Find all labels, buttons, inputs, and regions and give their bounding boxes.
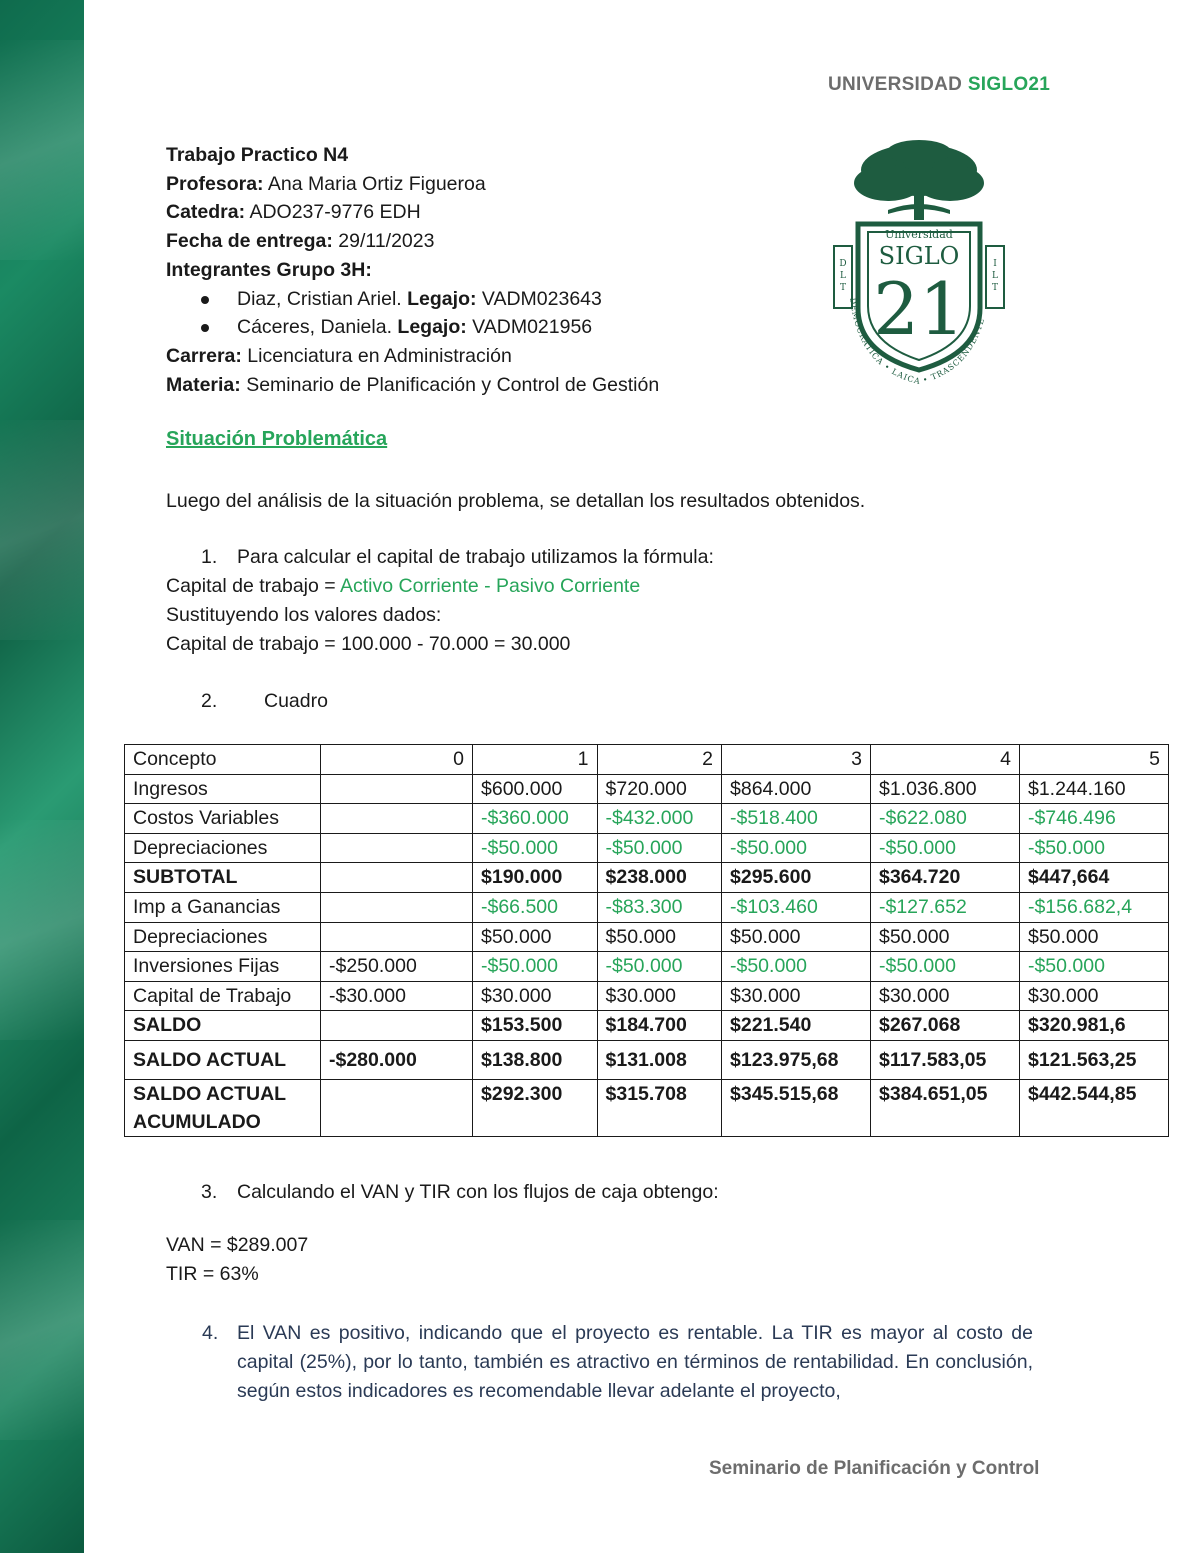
table-cell: -$103.460 [722,892,871,922]
logo-right-letters: I L T [991,259,999,293]
table-cell: -$622.080 [870,804,1019,834]
table-cell [321,892,473,922]
sustituyendo-line: Sustituyendo los valores dados: [166,604,442,626]
table-cell: -$50.000 [722,952,871,982]
table-cell: Capital de Trabajo [125,981,321,1011]
table-cell [321,863,473,893]
table-cell: $50.000 [597,922,722,952]
logo-top-text: Universidad [885,228,953,241]
table-cell: $30.000 [473,981,598,1011]
logo-left-letters: D L T [839,259,847,293]
table-row [125,774,1169,804]
table-cell: Ingresos [125,774,321,804]
table-row [125,1011,1169,1041]
carrera-line: Carrera: Licenciatura en Administración [166,344,512,367]
table-cell: $50.000 [1019,922,1168,952]
table-row [125,1040,1169,1079]
table-row [125,833,1169,863]
table-cell: -$280.000 [321,1040,473,1079]
table-cell: $184.700 [597,1011,722,1041]
table-cell: -$250.000 [321,952,473,982]
table-cell: Depreciaciones [125,922,321,952]
table-cell: $1.244.160 [1019,774,1168,804]
table-cell: $267.068 [870,1011,1019,1041]
table-cell: SALDO ACTUAL [125,1040,321,1079]
table-cell: $138.800 [473,1040,598,1079]
table-cell [321,1079,473,1136]
profesora-line: Profesora: Ana Maria Ortiz Figueroa [166,172,486,195]
table-cell: -$50.000 [597,952,722,982]
table-cell: -$50.000 [1019,952,1168,982]
logo-number: 21 [873,267,965,351]
materia-line: Materia: Seminario de Planificación y Control de Gestión [166,373,660,396]
table-cell: $123.975,68 [722,1040,871,1079]
list-item: Diaz, Cristian Ariel. Legajo: VADM023643 [166,285,659,314]
brand-university: UNIVERSIDAD [828,74,963,95]
table-cell: $295.600 [722,863,871,893]
table-cell: $364.720 [870,863,1019,893]
table-header-cell: 0 [321,745,473,775]
table-cell: $50.000 [870,922,1019,952]
table-row [125,981,1169,1011]
capital-result-line: Capital de trabajo = 100.000 - 70.000 = 30.000 [166,633,571,655]
table-cell: $292.300 [473,1079,598,1136]
table-cell: $238.000 [597,863,722,893]
table-cell: Depreciaciones [125,833,321,863]
table-cell: $131.008 [597,1040,722,1079]
table-cell: $320.981,6 [1019,1011,1168,1041]
table-row [125,804,1169,834]
table-cell: -$50.000 [1019,833,1168,863]
table-cell: SUBTOTAL [125,863,321,893]
table-cell: $50.000 [722,922,871,952]
table-cell: $720.000 [597,774,722,804]
intro-paragraph: Luego del análisis de la situación problema, se detallan los resultados obtenidos. [166,490,866,512]
integrantes-label: Integrantes Grupo 3H: [166,258,372,281]
table-row [125,952,1169,982]
table-cell: $50.000 [473,922,598,952]
table-cell: Inversiones Fijas [125,952,321,982]
table-cell: -$432.000 [597,804,722,834]
table-row [125,892,1169,922]
table-cell: $117.583,05 [870,1040,1019,1079]
decorative-side-band [0,0,84,1553]
logo-arc-text: DEMOCRÁTICA • LAICA • TRASCENDENTE [847,297,987,387]
table-header-cell: 2 [597,745,722,775]
section-title: Situación Problemática [166,428,388,450]
formula-line: Capital de trabajo = Activo Corriente - Pasivo Corriente [166,575,641,597]
item-2: 2. Cuadro [201,690,328,712]
table-cell: $600.000 [473,774,598,804]
table-cell: -$518.400 [722,804,871,834]
table-cell: $190.000 [473,863,598,893]
table-cell: SALDO [125,1011,321,1041]
table-header-cell: 1 [473,745,598,775]
item-4-conclusion: 4. El VAN es positivo, indicando que el proyecto es rentable. La TIR es mayor al costo de capital (25%), por lo tanto, también es atractivo en términos de rentabilidad. En conclusión, según estos indicadores es recomendable llevar adelante el proyecto, [202,1322,1033,1402]
table-cell: $153.500 [473,1011,598,1041]
document-info [166,141,659,399]
catedra-line: Catedra: ADO237-9776 EDH [166,201,421,224]
table-cell: -$127.652 [870,892,1019,922]
table-row [125,863,1169,893]
table-cell: -$50.000 [870,833,1019,863]
fecha-line: Fecha de entrega: 29/11/2023 [166,230,435,253]
table-cell: $442.544,85 [1019,1079,1168,1136]
item-3: 3. Calculando el VAN y TIR con los flujos de caja obtengo: [201,1181,719,1203]
table-cell: $447,664 [1019,863,1168,893]
table-cell [321,922,473,952]
document-title: Trabajo Practico N4 [166,144,349,166]
table-cell: Costos Variables [125,804,321,834]
table-cell: $30.000 [722,981,871,1011]
table-row [125,1079,1169,1136]
table-cell: $345.515,68 [722,1079,871,1136]
table-cell: $30.000 [597,981,722,1011]
table-cell: -$50.000 [870,952,1019,982]
table-cell: $384.651,05 [870,1079,1019,1136]
table-cell [321,804,473,834]
table-header-row [125,745,1169,775]
van-line: VAN = $289.007 [166,1234,309,1256]
list-item: Cáceres, Daniela. Legajo: VADM021956 [166,313,659,342]
logo-name: SIGLO [878,242,960,270]
table-cell: $121.563,25 [1019,1040,1168,1079]
header-brand [828,74,1050,96]
table-cell: $1.036.800 [870,774,1019,804]
item-1: 1. Para calcular el capital de trabajo utilizamos la fórmula: [201,546,714,568]
table-cell: $30.000 [1019,981,1168,1011]
brand-siglo: SIGLO21 [967,74,1051,95]
table-cell [321,1011,473,1041]
table-cell: $864.000 [722,774,871,804]
table-cell [321,774,473,804]
siglo21-logo-icon [828,138,1010,390]
table-cell: -$50.000 [473,952,598,982]
table-cell: -$50.000 [597,833,722,863]
table-cell: Imp a Ganancias [125,892,321,922]
table-cell: -$50.000 [722,833,871,863]
table-row [125,922,1169,952]
table-cell: $315.708 [597,1079,722,1136]
cash-flow-table [124,744,1169,1137]
footer: Seminario de Planificación y Control [709,1458,1040,1479]
table-cell: -$746.496 [1019,804,1168,834]
table-cell: -$30.000 [321,981,473,1011]
table-header-cell: 3 [722,745,871,775]
table-cell: -$50.000 [473,833,598,863]
table-header-cell: Concepto [125,745,321,775]
table-cell: -$83.300 [597,892,722,922]
table-header-cell: 5 [1019,745,1168,775]
table-header-cell: 4 [870,745,1019,775]
table-cell: $30.000 [870,981,1019,1011]
table-cell: -$360.000 [473,804,598,834]
table-cell: -$156.682,4 [1019,892,1168,922]
table-cell [321,833,473,863]
table-cell: -$66.500 [473,892,598,922]
tir-line: TIR = 63% [166,1263,259,1285]
integrantes-list [166,285,659,342]
table-cell: SALDO ACTUAL ACUMULADO [125,1079,321,1136]
table-cell: $221.540 [722,1011,871,1041]
